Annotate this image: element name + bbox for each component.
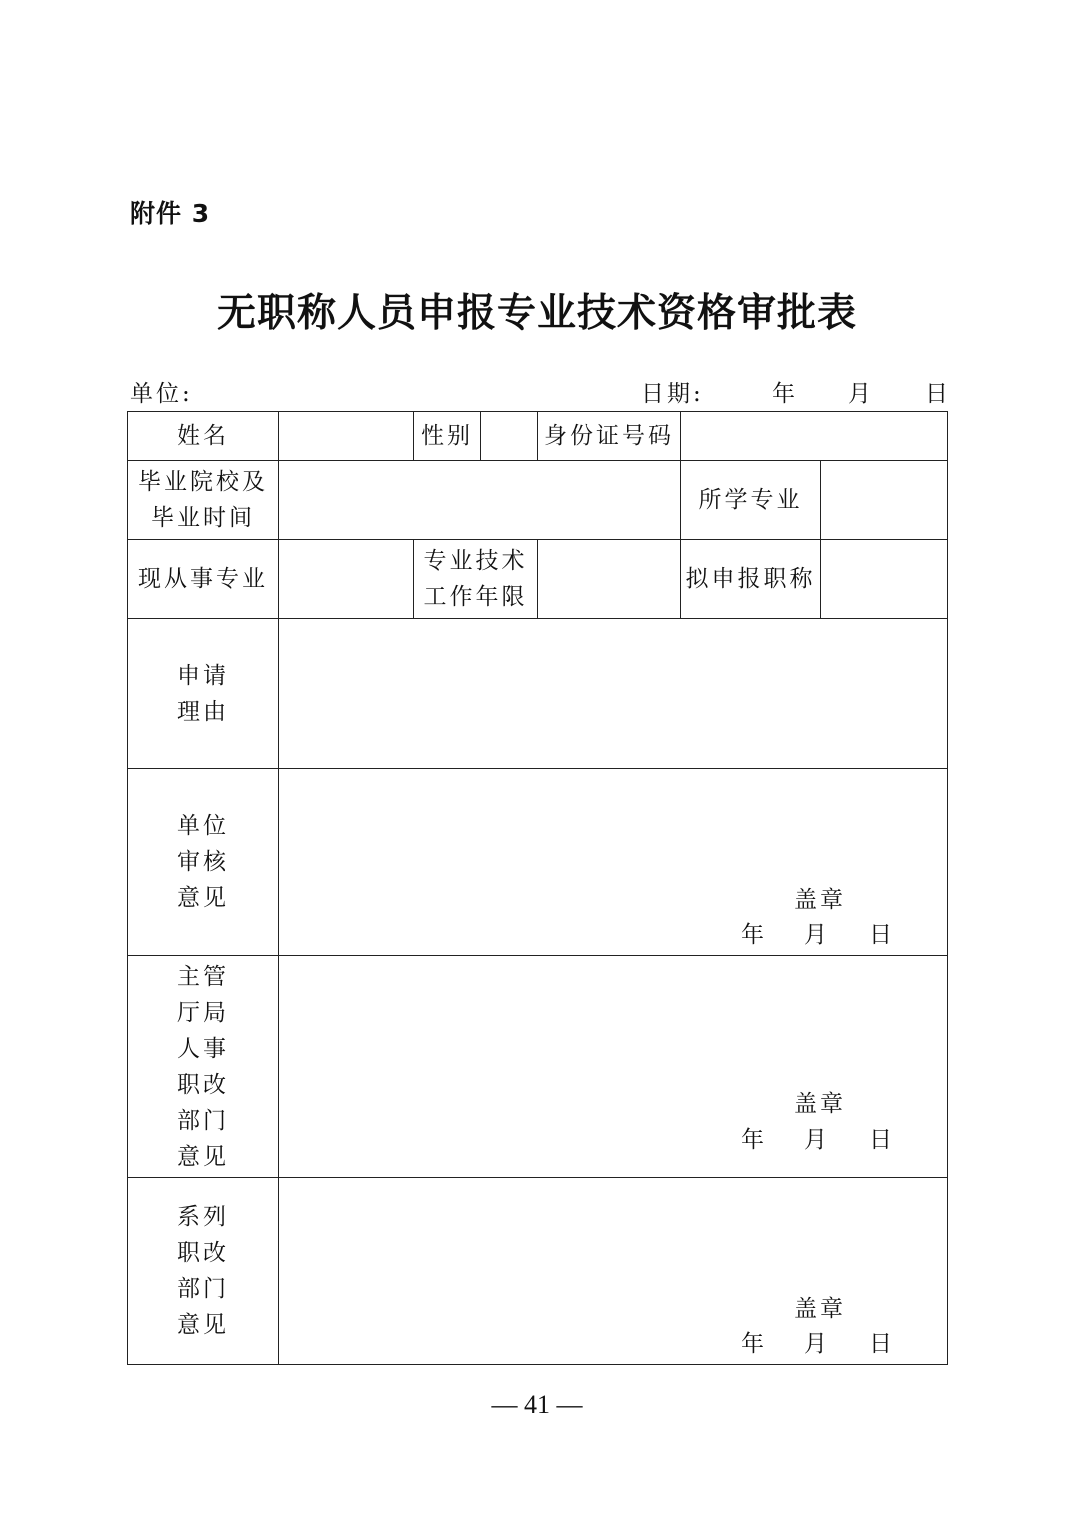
- date-label: 日期:: [641, 381, 704, 407]
- unit-label: 单位:: [130, 381, 193, 407]
- unit-opinion-label-line: 审核: [177, 849, 229, 875]
- work-years-label-line-1: 专业技术: [423, 548, 528, 574]
- school-label: [128, 461, 279, 540]
- school-label-line-1: 毕业院校及: [138, 469, 268, 495]
- school-input-cell[interactable]: [279, 461, 681, 540]
- unit-opinion-input-cell[interactable]: [279, 769, 948, 956]
- series-sign-day: 日: [869, 1331, 895, 1357]
- work-years-label: [414, 540, 538, 619]
- name-input-cell[interactable]: [279, 412, 414, 461]
- unit-opinion-label: [128, 769, 279, 956]
- current-field-input-cell[interactable]: [279, 540, 414, 619]
- table-row: [128, 619, 948, 769]
- unit-opinion-label-line: 单位: [177, 813, 229, 839]
- dept-opinion-label-line: 意见: [177, 1143, 229, 1170]
- table-row: [128, 956, 948, 1178]
- unit-sign-year: 年: [741, 922, 767, 948]
- series-seal-label: 盖章: [794, 1296, 846, 1322]
- dept-opinion-label-line: 厅局: [177, 999, 229, 1026]
- dept-sign-year: 年: [741, 1127, 767, 1153]
- dept-opinion-label: [128, 956, 279, 1178]
- table-row: [128, 412, 948, 461]
- date-day: 日: [925, 381, 951, 407]
- title-applied-input-cell[interactable]: [821, 540, 948, 619]
- series-opinion-label-line: 部门: [177, 1276, 229, 1302]
- series-opinion-label-line: 系列: [177, 1204, 229, 1230]
- reason-label-line: 理由: [177, 698, 229, 725]
- series-sign-year: 年: [741, 1331, 767, 1357]
- reason-input-cell[interactable]: [279, 619, 948, 769]
- approval-form-table: [127, 411, 948, 1365]
- table-row: [128, 769, 948, 956]
- series-sign-month: 月: [804, 1331, 830, 1357]
- work-years-input-cell[interactable]: [538, 540, 681, 619]
- series-opinion-label: [128, 1178, 279, 1365]
- id-number-label: 身份证号码: [538, 412, 681, 461]
- id-number-input-cell[interactable]: [681, 412, 948, 461]
- series-opinion-input-cell[interactable]: [279, 1178, 948, 1365]
- series-opinion-label-line: 意见: [177, 1312, 229, 1338]
- page-number: — 41 —: [491, 1390, 583, 1419]
- dept-opinion-label-line: 部门: [177, 1107, 229, 1134]
- attachment-label: 附件 3: [130, 199, 211, 228]
- table-row: [128, 1178, 948, 1365]
- reason-label: [128, 619, 279, 769]
- dept-seal-label: 盖章: [794, 1091, 846, 1117]
- table-row: [128, 461, 948, 540]
- dept-opinion-label-line: 职改: [177, 1071, 229, 1098]
- dept-sign-day: 日: [869, 1127, 895, 1153]
- name-label: 姓名: [128, 412, 279, 461]
- dept-sign-month: 月: [804, 1127, 830, 1153]
- unit-sign-month: 月: [804, 922, 830, 948]
- current-field-label: 现从事专业: [128, 540, 279, 619]
- gender-label: 性别: [414, 412, 481, 461]
- school-label-line-2: 毕业时间: [151, 505, 255, 531]
- unit-seal-label: 盖章: [794, 887, 846, 913]
- major-input-cell[interactable]: [821, 461, 948, 540]
- date-year: 年: [772, 381, 798, 407]
- dept-opinion-input-cell[interactable]: [279, 956, 948, 1178]
- gender-input-cell[interactable]: [481, 412, 538, 461]
- title-applied-label: 拟申报职称: [681, 540, 821, 619]
- table-row: [128, 540, 948, 619]
- date-month: 月: [848, 381, 874, 407]
- dept-opinion-label-line: 主管: [177, 963, 229, 990]
- unit-opinion-label-line: 意见: [177, 885, 229, 911]
- series-opinion-label-line: 职改: [177, 1240, 229, 1266]
- major-label: 所学专业: [681, 461, 821, 540]
- reason-label-line: 申请: [177, 662, 229, 689]
- dept-opinion-label-line: 人事: [177, 1035, 229, 1062]
- work-years-label-line-2: 工作年限: [423, 584, 528, 610]
- unit-sign-day: 日: [869, 922, 895, 948]
- page-title: 无职称人员申报专业技术资格审批表: [216, 290, 857, 336]
